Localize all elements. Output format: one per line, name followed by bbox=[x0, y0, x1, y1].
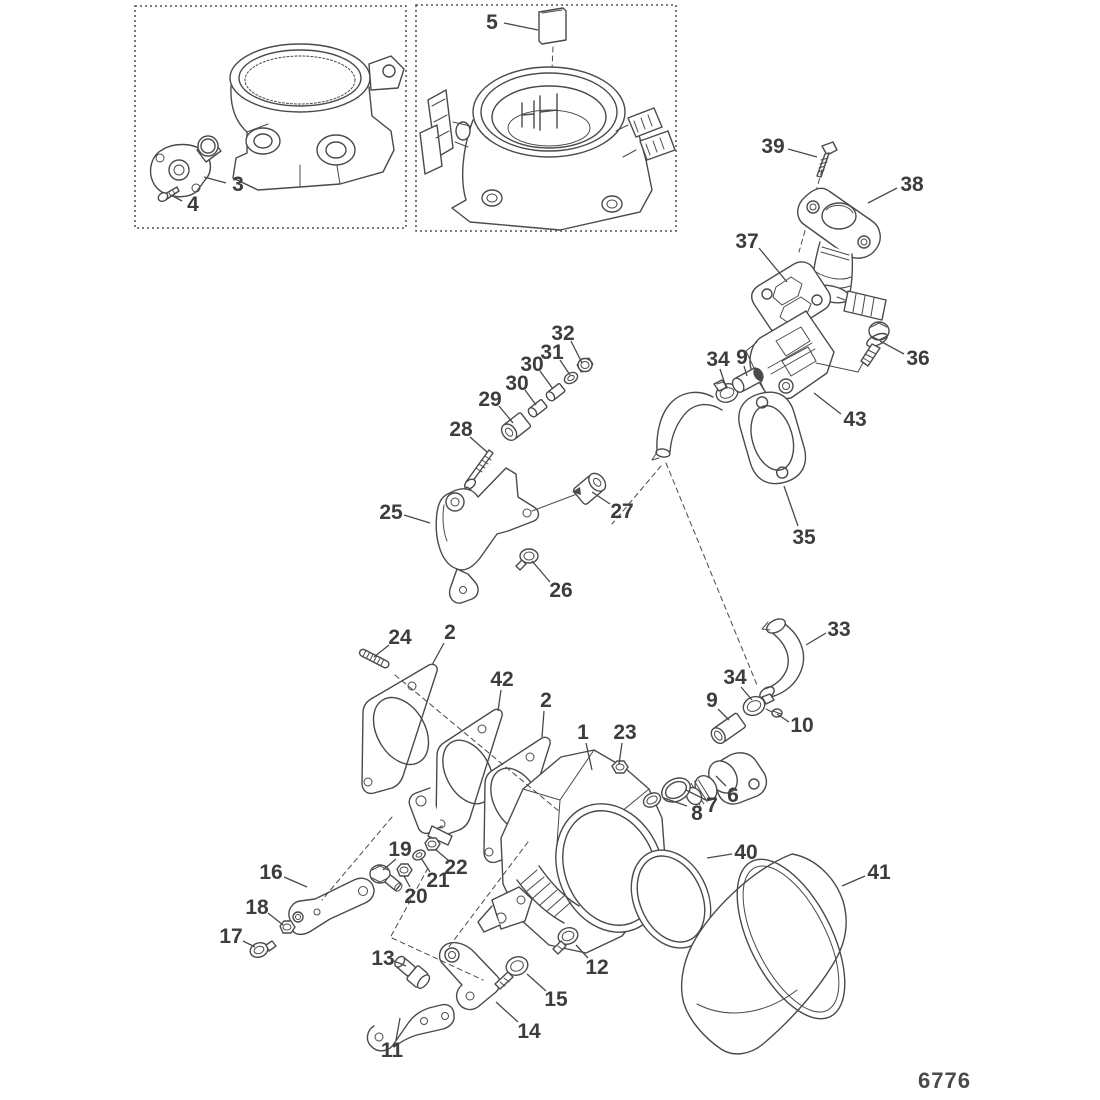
part-callout: 22 bbox=[444, 856, 468, 879]
leader-line bbox=[432, 643, 444, 665]
linkage-group-drawing bbox=[248, 838, 530, 1051]
part-callout: 38 bbox=[900, 173, 924, 196]
part-callout: 14 bbox=[517, 1020, 541, 1043]
part-callout: 2 bbox=[540, 689, 552, 712]
bolt-part17 bbox=[248, 940, 276, 959]
part-callout: 42 bbox=[490, 668, 514, 691]
gasket-part35 bbox=[733, 386, 812, 490]
nut-part22 bbox=[425, 838, 440, 850]
part-callout: 2 bbox=[444, 621, 456, 644]
clamp-part34-lower bbox=[740, 693, 774, 719]
part-callout: 13 bbox=[371, 947, 395, 970]
part-callout: 18 bbox=[245, 896, 269, 919]
bolt-part15 bbox=[495, 954, 530, 989]
leader-line bbox=[204, 177, 226, 183]
part-callout: 31 bbox=[540, 341, 564, 364]
part-callout: 28 bbox=[449, 418, 473, 441]
valve-part6 bbox=[683, 753, 766, 808]
leader-line bbox=[880, 341, 904, 354]
part-callout: 24 bbox=[388, 626, 412, 649]
leader-line bbox=[527, 974, 546, 991]
leader-line bbox=[284, 877, 307, 887]
part-callout: 41 bbox=[867, 861, 891, 884]
adapter-part43 bbox=[746, 311, 866, 401]
inset2-throttle-body-drawing bbox=[420, 8, 675, 230]
part-callout: 4 bbox=[187, 193, 199, 216]
part-callout: 30 bbox=[505, 372, 529, 395]
leader-line bbox=[868, 188, 897, 203]
part-callout: 6 bbox=[727, 784, 739, 807]
part-callout: 23 bbox=[613, 721, 637, 744]
leader-line bbox=[777, 714, 789, 722]
part-callout: 33 bbox=[827, 618, 851, 641]
part-callout: 9 bbox=[706, 689, 718, 712]
leader-line bbox=[268, 913, 283, 925]
leader-line bbox=[374, 645, 389, 657]
bolt-part26 bbox=[516, 549, 538, 570]
spacer-part30a bbox=[545, 383, 566, 402]
leader-line bbox=[788, 149, 817, 157]
lever-part16 bbox=[289, 878, 374, 934]
leader-line bbox=[806, 633, 826, 645]
throttle-cam-lever bbox=[478, 887, 532, 932]
part-callout: 7 bbox=[706, 794, 718, 817]
cover-part41 bbox=[682, 843, 867, 1054]
part-callout: 29 bbox=[478, 388, 502, 411]
fitting-part13 bbox=[391, 952, 432, 991]
leader-line bbox=[243, 941, 255, 947]
part-callout: 11 bbox=[380, 1039, 404, 1062]
part-callout: 21 bbox=[426, 869, 450, 892]
part-callout: 35 bbox=[792, 526, 816, 549]
lever-part14 bbox=[440, 943, 500, 1010]
nut-part23 bbox=[612, 761, 628, 773]
sensor-part5 bbox=[539, 8, 566, 44]
screw-part39 bbox=[817, 142, 837, 177]
part-callout: 19 bbox=[388, 838, 412, 861]
part-callout: 20 bbox=[404, 885, 428, 908]
part-callout: 9 bbox=[736, 346, 748, 369]
leader-line bbox=[404, 515, 430, 523]
leader-line bbox=[707, 854, 732, 858]
spacer-part30b bbox=[527, 399, 548, 418]
nut-part20 bbox=[397, 864, 412, 876]
inset1-throttle-body-drawing bbox=[151, 44, 404, 203]
part-callout: 8 bbox=[691, 802, 703, 825]
fitting-part9-upper bbox=[730, 366, 766, 395]
part-callout: 10 bbox=[790, 714, 814, 737]
part-callout: 43 bbox=[843, 408, 867, 431]
leader-line bbox=[498, 690, 501, 711]
leader-line bbox=[542, 711, 544, 737]
part-callout: 32 bbox=[551, 322, 575, 345]
part-callout: 1 bbox=[577, 721, 589, 744]
nut-part32 bbox=[577, 358, 593, 372]
nut-part18 bbox=[280, 921, 295, 933]
flame-arrestor-drawing bbox=[616, 837, 867, 1054]
part-callout: 17 bbox=[219, 925, 243, 948]
part-callout: 26 bbox=[549, 579, 573, 602]
bushing-part29 bbox=[498, 412, 531, 443]
part-callout: 25 bbox=[379, 501, 403, 524]
leader-line bbox=[718, 709, 729, 720]
leader-line bbox=[784, 486, 798, 526]
part-callout: 34 bbox=[723, 666, 747, 689]
leader-line bbox=[504, 23, 538, 30]
part-callout: 15 bbox=[544, 988, 568, 1011]
washer-part31 bbox=[562, 370, 579, 386]
washer-part21 bbox=[411, 848, 427, 862]
part-callout: 12 bbox=[585, 956, 609, 979]
stud-part24 bbox=[358, 648, 390, 669]
drawing-number: 6776 bbox=[918, 1068, 971, 1093]
part-callout: 39 bbox=[761, 135, 785, 158]
part-callout: 5 bbox=[486, 11, 498, 34]
leader-line bbox=[814, 393, 841, 414]
part-callout: 27 bbox=[610, 500, 634, 523]
part-callout: 37 bbox=[735, 230, 759, 253]
part-callout: 16 bbox=[259, 861, 283, 884]
iac-valve-assembly-drawing bbox=[714, 142, 889, 490]
leader-line bbox=[842, 876, 865, 886]
gasket-part2a bbox=[362, 664, 440, 793]
leader-line bbox=[532, 561, 550, 582]
part-callout: 30 bbox=[520, 353, 544, 376]
leader-line bbox=[496, 1002, 518, 1022]
part-callout: 34 bbox=[706, 348, 730, 371]
part-callout: 3 bbox=[232, 173, 244, 196]
part-callout: 36 bbox=[906, 347, 930, 370]
part-callout: 40 bbox=[734, 841, 758, 864]
